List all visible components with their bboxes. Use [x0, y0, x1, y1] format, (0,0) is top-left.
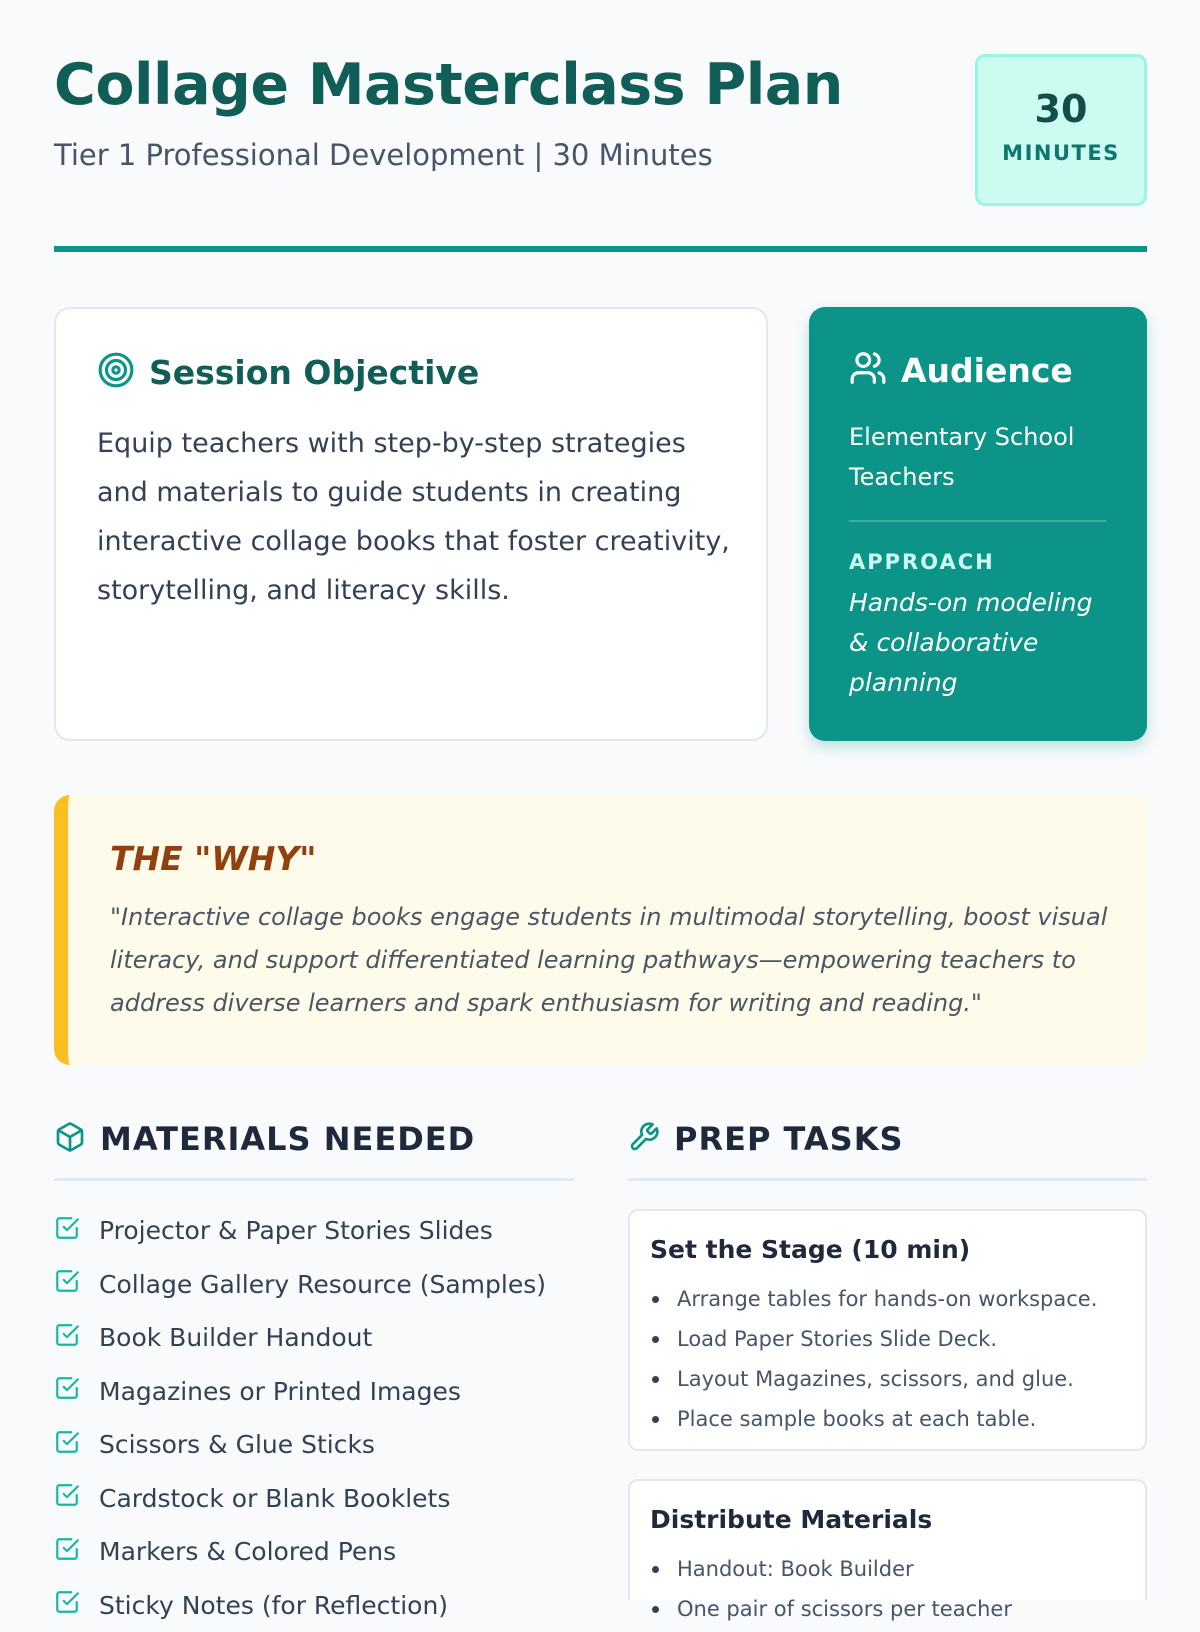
header-divider	[54, 246, 1147, 252]
checkbox-icon	[54, 1375, 80, 1407]
list-item: Layout Magazines, scissors, and glue.	[650, 1359, 1097, 1399]
list-item: Arrange tables for hands-on workspace.	[650, 1279, 1097, 1319]
list-item: Load Paper Stories Slide Deck.	[650, 1319, 1097, 1359]
checkbox-icon	[54, 1215, 80, 1247]
box-icon	[54, 1121, 86, 1157]
page-subtitle: Tier 1 Professional Development | 30 Minutes	[54, 138, 713, 172]
approach-label: APPROACH	[849, 550, 995, 574]
prep-title: PREP TASKS	[674, 1120, 904, 1158]
audience-card	[809, 307, 1147, 741]
page	[54, 0, 1147, 1600]
audience-divider	[849, 520, 1106, 522]
materials-heading	[54, 1120, 475, 1158]
list-item	[54, 1204, 574, 1258]
material-label: Scissors & Glue Sticks	[99, 1430, 375, 1459]
task-title: Set the Stage (10 min)	[650, 1235, 970, 1264]
task-title: Distribute Materials	[650, 1505, 932, 1534]
checkbox-icon	[54, 1589, 80, 1621]
materials-divider	[54, 1178, 574, 1181]
checkbox-icon	[54, 1429, 80, 1461]
material-label: Cardstock or Blank Booklets	[99, 1484, 450, 1513]
list-item: One pair of scissors per teacher	[650, 1589, 1012, 1629]
audience-value: Elementary School Teachers	[849, 417, 1119, 497]
task-list	[650, 1549, 1012, 1629]
objective-text: Equip teachers with step-by-step strategies and materials to guide students in creating interactive collage books that foster creativity, storytelling, and literacy skills.	[97, 419, 737, 615]
list-item	[54, 1365, 574, 1419]
list-item	[54, 1525, 574, 1579]
material-label: Book Builder Handout	[99, 1323, 372, 1352]
material-label: Projector & Paper Stories Slides	[99, 1216, 493, 1245]
prep-heading	[628, 1120, 904, 1158]
materials-title: MATERIALS NEEDED	[100, 1120, 475, 1158]
list-item: Handout: Book Builder	[650, 1549, 1012, 1589]
material-label: Markers & Colored Pens	[99, 1537, 396, 1566]
duration-value: 30	[978, 87, 1144, 131]
list-item	[54, 1258, 574, 1312]
task-card	[628, 1479, 1147, 1600]
list-item	[54, 1418, 574, 1472]
prep-divider	[628, 1178, 1147, 1181]
checkbox-icon	[54, 1536, 80, 1568]
why-quote: "Interactive collage books engage students in multimodal storytelling, boost visual literacy, and support differentiated learning pathways—empowering teachers to address diverse learners and spark enthusiasm for writing and reading."	[110, 896, 1110, 1025]
users-icon	[849, 349, 887, 391]
checkbox-icon	[54, 1482, 80, 1514]
why-callout	[54, 795, 1147, 1065]
material-label: Sticky Notes (for Reflection)	[99, 1591, 448, 1620]
why-title: THE "WHY"	[110, 839, 316, 878]
task-list	[650, 1279, 1097, 1439]
wrench-icon	[628, 1121, 660, 1157]
audience-title: Audience	[901, 351, 1073, 390]
material-label: Collage Gallery Resource (Samples)	[99, 1270, 546, 1299]
approach-text: Hands-on modeling & collaborative planning	[849, 583, 1119, 703]
objective-title: Session Objective	[149, 353, 479, 392]
checkbox-icon	[54, 1322, 80, 1354]
list-item	[54, 1472, 574, 1526]
objective-card	[54, 307, 768, 741]
audience-heading	[849, 349, 1073, 391]
objective-heading	[97, 351, 479, 393]
materials-list	[54, 1204, 574, 1632]
duration-unit: MINUTES	[978, 141, 1144, 165]
list-item	[54, 1579, 574, 1632]
task-card	[628, 1209, 1147, 1451]
page-header	[54, 52, 1147, 252]
checkbox-icon	[54, 1268, 80, 1300]
page-title: Collage Masterclass Plan	[54, 52, 843, 118]
duration-badge	[975, 54, 1147, 206]
list-item: Place sample books at each table.	[650, 1399, 1097, 1439]
list-item	[54, 1311, 574, 1365]
target-icon	[97, 351, 135, 393]
material-label: Magazines or Printed Images	[99, 1377, 461, 1406]
